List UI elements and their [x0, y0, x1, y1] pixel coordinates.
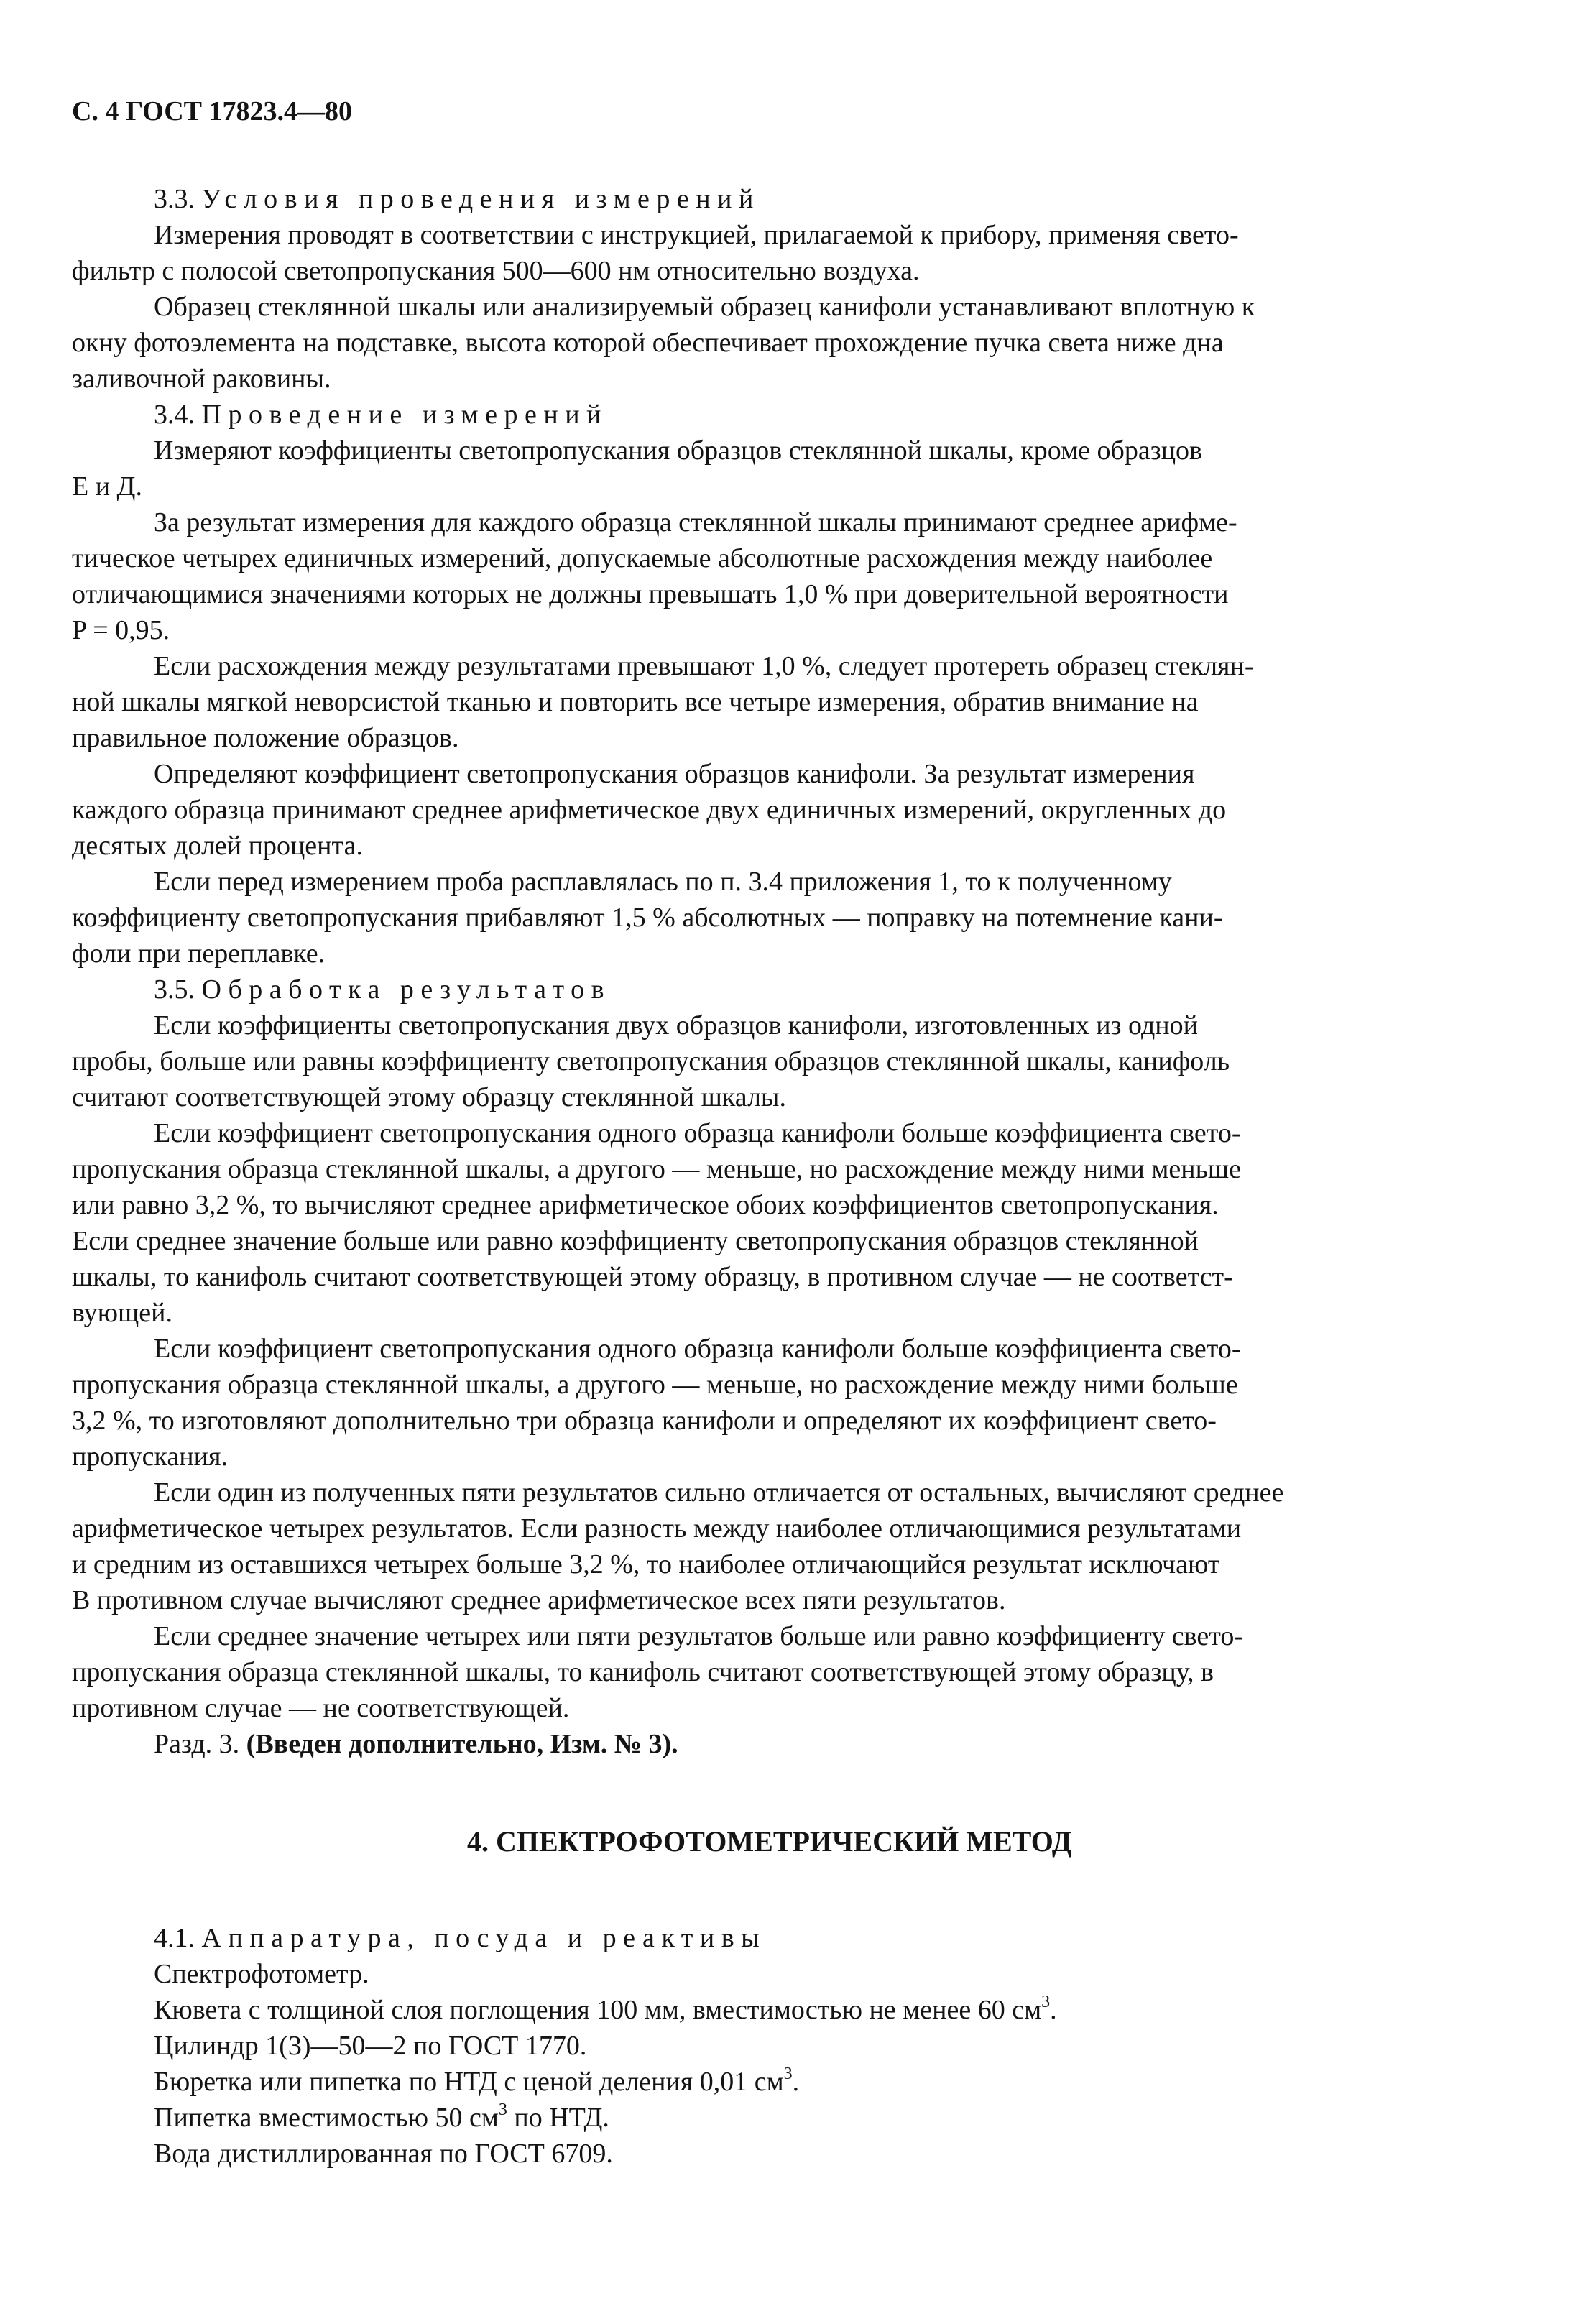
item-text: . [1050, 1995, 1057, 2025]
paragraph-line: Если расхождения между результатами превышают 1,0 %, следует протереть образец стеклян- [154, 651, 1254, 681]
item-text: Бюретка или пипетка по НТД с ценой деления 0,01 см [154, 2067, 784, 2097]
paragraph-line: 3,2 %, то изготовляют дополнительно три образца канифоли и определяют их коэффициент свето- [72, 1406, 1217, 1436]
paragraph-line: Измеряют коэффициенты светопропускания образцов стеклянной шкалы, кроме образцов [154, 435, 1202, 466]
section-4-title: 4. СПЕКТРОФОТОМЕТРИЧЕСКИЙ МЕТОД [467, 1825, 1072, 1858]
paragraph-line: окну фотоэлемента на подставке, высота которой обеспечивает прохождение пучка света ниже дна [72, 328, 1224, 358]
equipment-item: Вода дистиллированная по ГОСТ 6709. [154, 2139, 613, 2169]
paragraph-line: Если среднее значение четырех или пяти результатов больше или равно коэффициенту свето- [154, 1621, 1243, 1651]
paragraph-line: тическое четырех единичных измерений, допускаемые абсолютные расхождения между наиболее [72, 543, 1213, 573]
superscript: 3 [498, 2100, 507, 2120]
paragraph-line: За результат измерения для каждого образца стеклянной шкалы принимают среднее арифме- [154, 507, 1237, 538]
equipment-item [154, 2064, 799, 2100]
paragraph-line: Е и Д. [72, 471, 142, 502]
note-amendment: (Введен дополнительно, Изм. № 3). [246, 1729, 678, 1759]
section-number: 3.5. [154, 974, 195, 1005]
paragraph-line: пропускания образца стеклянной шкалы, а другого — меньше, но расхождение между ними больше [72, 1370, 1238, 1400]
section-title: Проведение измерений [201, 400, 608, 430]
paragraph-line: противном случае — не соответствующей. [72, 1693, 570, 1723]
paragraph-line: Если среднее значение больше или равно коэффициенту светопропускания образцов стеклянной [72, 1226, 1199, 1256]
section-title: Обработка результатов [201, 974, 612, 1005]
paragraph-line: пропускания. [72, 1442, 228, 1472]
paragraph-line: Измерения проводят в соответствии с инструкцией, прилагаемой к прибору, применяя свето- [154, 220, 1239, 250]
item-text: Кювета с толщиной слоя поглощения 100 мм, вместимостью не менее 60 см [154, 1995, 1042, 2025]
item-text: . [792, 2067, 800, 2097]
section-number: 4.1. [154, 1923, 195, 1953]
section-number: 3.4. [154, 400, 195, 430]
paragraph-line: считают соответствующей этому образцу стеклянной шкалы. [72, 1082, 786, 1112]
paragraph-line: пробы, больше или равны коэффициенту светопропускания образцов стеклянной шкалы, канифоль [72, 1046, 1230, 1076]
paragraph-line: или равно 3,2 %, то вычисляют среднее арифметическое обоих коэффициентов светопропускания. [72, 1190, 1219, 1220]
equipment-item: Цилиндр 1(3)—50—2 по ГОСТ 1770. [154, 2031, 587, 2061]
section-3-5-heading [154, 972, 611, 1007]
section-title: Аппаратура, посуда и реактивы [201, 1923, 767, 1953]
paragraph-line: В противном случае вычисляют среднее арифметическое всех пяти результатов. [72, 1585, 1006, 1615]
amendment-note [154, 1726, 678, 1762]
paragraph-line: P = 0,95. [72, 615, 170, 645]
equipment-item [154, 2100, 609, 2136]
section-number: 3.3. [154, 184, 195, 214]
note-label: Разд. 3. [154, 1729, 240, 1759]
paragraph-line: десятых долей процента. [72, 831, 363, 861]
item-text: Пипетка вместимостью 50 см [154, 2103, 499, 2133]
paragraph-line: Если коэффициент светопропускания одного образца канифоли больше коэффициента свето- [154, 1118, 1241, 1148]
paragraph-line: вующей. [72, 1298, 172, 1328]
paragraph-line: арифметическое четырех результатов. Если разность между наиболее отличающимися результатами [72, 1513, 1242, 1544]
paragraph-line: Определяют коэффициент светопропускания образцов канифоли. За результат измерения [154, 759, 1195, 789]
paragraph-line: Если перед измерением проба расплавлялась по п. 3.4 приложения 1, то к полученному [154, 867, 1172, 897]
superscript: 3 [783, 2065, 793, 2084]
paragraph-line: правильное положение образцов. [72, 723, 459, 753]
paragraph-line: пропускания образца стеклянной шкалы, то канифоль считают соответствующей этому образцу, в [72, 1657, 1214, 1687]
paragraph-line: коэффициенту светопропускания прибавляют 1,5 % абсолютных — поправку на потемнение кани- [72, 903, 1223, 933]
page-header: С. 4 ГОСТ 17823.4—80 [72, 96, 352, 126]
paragraph-line: фильтр с полосой светопропускания 500—600 нм относительно воздуха. [72, 256, 920, 286]
paragraph-line: Образец стеклянной шкалы или анализируемый образец канифоли устанавливают вплотную к [154, 292, 1255, 322]
superscript: 3 [1041, 1993, 1051, 2012]
section-title: Условия проведения измерений [201, 184, 760, 214]
section-3-4-heading [154, 397, 608, 433]
paragraph-line: и средним из оставшихся четырех больше 3,2 %, то наиболее отличающийся результат исключают [72, 1549, 1220, 1579]
paragraph-line: отличающимися значениями которых не должны превышать 1,0 % при доверительной вероятности [72, 579, 1229, 609]
paragraph-line: фоли при переплавке. [72, 938, 326, 969]
item-text: по НТД. [507, 2103, 609, 2133]
paragraph-line: Если коэффициент светопропускания одного образца канифоли больше коэффициента свето- [154, 1334, 1241, 1364]
equipment-item [154, 1992, 1057, 2028]
section-4-1-heading [154, 1920, 766, 1956]
paragraph-line: заливочной раковины. [72, 364, 331, 394]
paragraph-line: пропускания образца стеклянной шкалы, а другого — меньше, но расхождение между ними меньше [72, 1154, 1242, 1184]
paragraph-line: Если коэффициенты светопропускания двух образцов канифоли, изготовленных из одной [154, 1010, 1198, 1041]
paragraph-line: ной шкалы мягкой неворсистой тканью и повторить все четыре измерения, обратив внимание на [72, 687, 1199, 717]
equipment-item: Спектрофотометр. [154, 1959, 369, 1989]
paragraph-line: шкалы, то канифоль считают соответствующей этому образцу, в противном случае — не соответст- [72, 1262, 1233, 1292]
paragraph-line: Если один из полученных пяти результатов сильно отличается от остальных, вычисляют среднее [154, 1477, 1284, 1508]
paragraph-line: каждого образца принимают среднее арифметическое двух единичных измерений, округленных до [72, 795, 1227, 825]
section-3-3-heading [154, 181, 760, 217]
